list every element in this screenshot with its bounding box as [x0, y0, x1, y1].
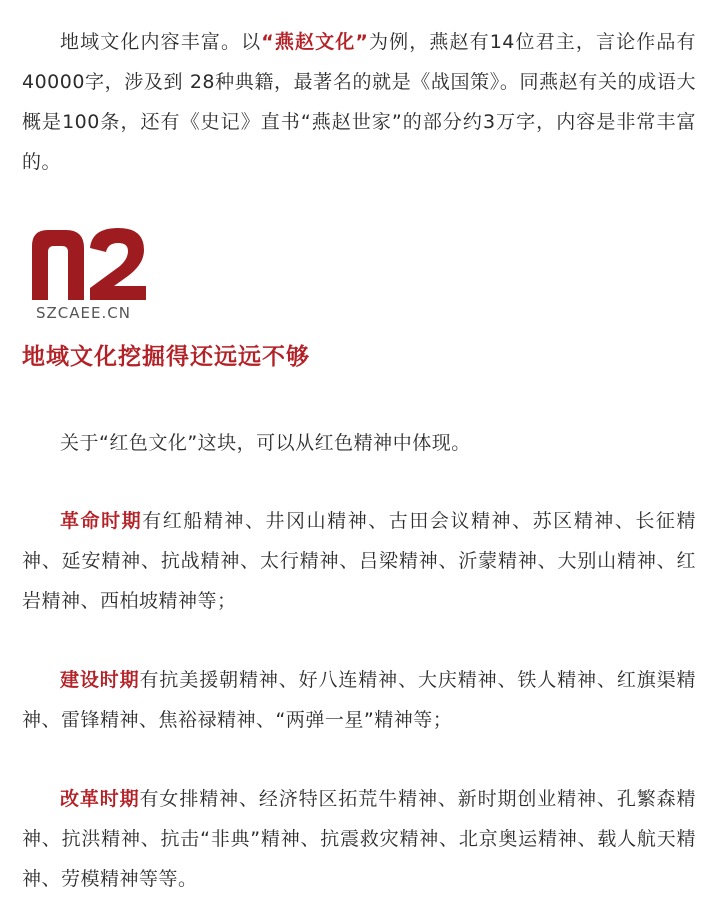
- intro-text-after: 为例，燕赵有14位君主，言论作品有40000字，涉及到 28种典籍，最著名的就是《战国策》。同燕赵有关的成语大概是100条，还有《史记》直书“燕赵世家”的部分约3万字，内容是非常丰富的。: [22, 31, 696, 173]
- intro-text-before: 地域文化内容丰富。以: [60, 31, 262, 53]
- logo-text: SZCAEE.CN: [36, 304, 131, 322]
- period-label: 革命时期: [60, 510, 143, 532]
- period-text: 有红船精神、井冈山精神、古田会议精神、苏区精神、长征精神、延安精神、抗战精神、太行精神、吕梁精神、沂蒙精神、大别山精神、红岩精神、西柏坡精神等；: [22, 510, 696, 612]
- period-label: 建设时期: [60, 669, 140, 691]
- period-text: 有女排精神、经济特区拓荒牛精神、新时期创业精神、孔繁森精神、抗洪精神、抗击“非典”精神、抗震救灾精神、北京奥运精神、载人航天精神、劳模精神等等。: [22, 788, 696, 890]
- section-heading: 地域文化挖掘得还远远不够: [22, 344, 310, 370]
- red-culture-intro: 关于“红色文化”这块，可以从红色精神中体现。: [60, 432, 471, 454]
- period-reform: [22, 779, 696, 899]
- intro-paragraph: [22, 0, 696, 182]
- period-label: 改革时期: [60, 788, 140, 810]
- period-text: 有抗美援朝精神、好八连精神、大庆精神、铁人精神、红旗渠精神、雷锋精神、焦裕禄精神、“两弹一星”精神等；: [22, 669, 696, 731]
- n2-logo-icon: [22, 226, 152, 300]
- period-revolution: [22, 501, 696, 621]
- period-construction: [22, 660, 696, 740]
- intro-highlight: “燕赵文化”: [261, 31, 369, 53]
- site-logo: [22, 226, 182, 322]
